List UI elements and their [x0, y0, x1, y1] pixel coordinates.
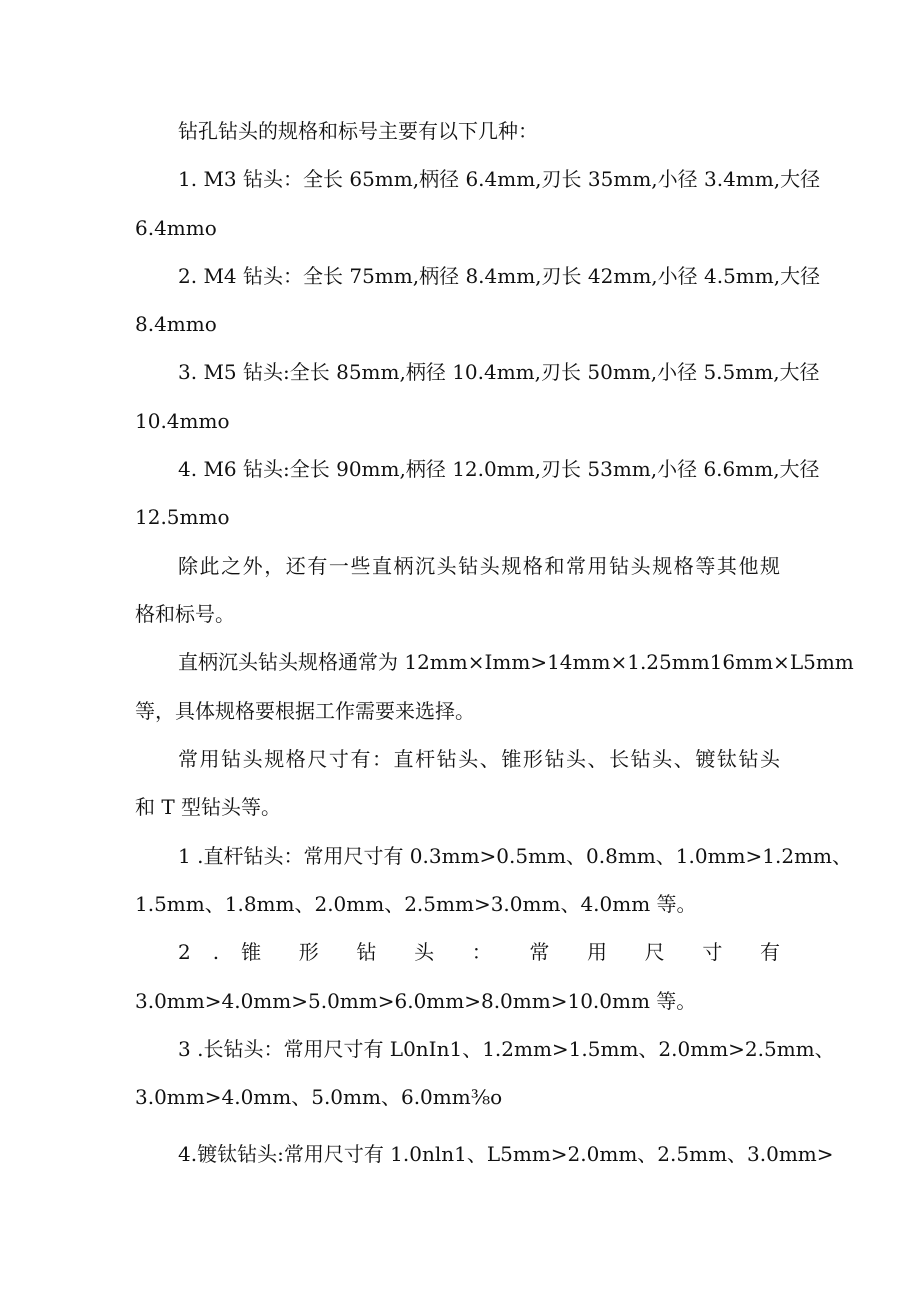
list-item-m3-cont: 6.4mmo — [135, 216, 217, 240]
paragraph-common: 常用钻头规格尺寸有：直杆钻头、锥形钻头、长钻头、镀钛钻头 — [178, 747, 780, 771]
list-item-straight-cont: 1.5mm、1.8mm、2.0mm、2.5mm>3.0mm、4.0mm 等。 — [135, 892, 697, 916]
list-item-tapered-cont: 3.0mm>4.0mm>5.0mm>6.0mm>8.0mm>10.0mm 等。 — [135, 989, 697, 1013]
list-item-m4: 2. M4 钻头：全长 75mm,柄径 8.4mm,刃长 42mm,小径 4.5mm,大径 — [178, 264, 821, 288]
paragraph-intro: 钻孔钻头的规格和标号主要有以下几种： — [178, 119, 538, 143]
list-item-long: 3 .长钻头：常用尺寸有 L0nIn1、1.2mm>1.5mm、2.0mm>2.5mm、 — [178, 1037, 835, 1061]
list-item-m3: 1. M3 钻头：全长 65mm,柄径 6.4mm,刃长 35mm,小径 3.4mm,大径 — [178, 167, 821, 191]
paragraph-countersink-cont: 等，具体规格要根据工作需要来选择。 — [135, 699, 475, 723]
list-item-m6: 4. M6 钻头:全长 90mm,柄径 12.0mm,刃长 53mm,小径 6.6mm,大径 — [178, 457, 820, 481]
paragraph-common-cont: 和 T 型钻头等。 — [135, 795, 282, 819]
paragraph-countersink: 直柄沉头钻头规格通常为 12mm×Imm>14mm×1.25mm16mm×L5mm — [178, 650, 854, 674]
list-item-m4-cont: 8.4mmo — [135, 312, 217, 336]
list-item-long-cont: 3.0mm>4.0mm、5.0mm、6.0mm⅜o — [135, 1085, 503, 1109]
list-item-m6-cont: 12.5mmo — [135, 505, 230, 529]
list-item-tapered: 2 . 锥 形 钻 头 ： 常 用 尺 寸 有 — [178, 940, 780, 964]
list-item-titanium: 4.镀钛钻头:常用尺寸有 1.0nln1、L5mm>2.0mm、2.5mm、3.0mm> — [178, 1142, 834, 1166]
paragraph-other: 除此之外，还有一些直柄沉头钻头规格和常用钻头规格等其他规 — [178, 554, 780, 578]
list-item-straight: 1 .直杆钻头：常用尺寸有 0.3mm>0.5mm、0.8mm、1.0mm>1.2mm、 — [178, 844, 852, 868]
list-item-m5-cont: 10.4mmo — [135, 409, 230, 433]
paragraph-other-cont: 格和标号。 — [135, 602, 235, 626]
list-item-m5: 3. M5 钻头:全长 85mm,柄径 10.4mm,刃长 50mm,小径 5.5mm,大径 — [178, 360, 820, 384]
